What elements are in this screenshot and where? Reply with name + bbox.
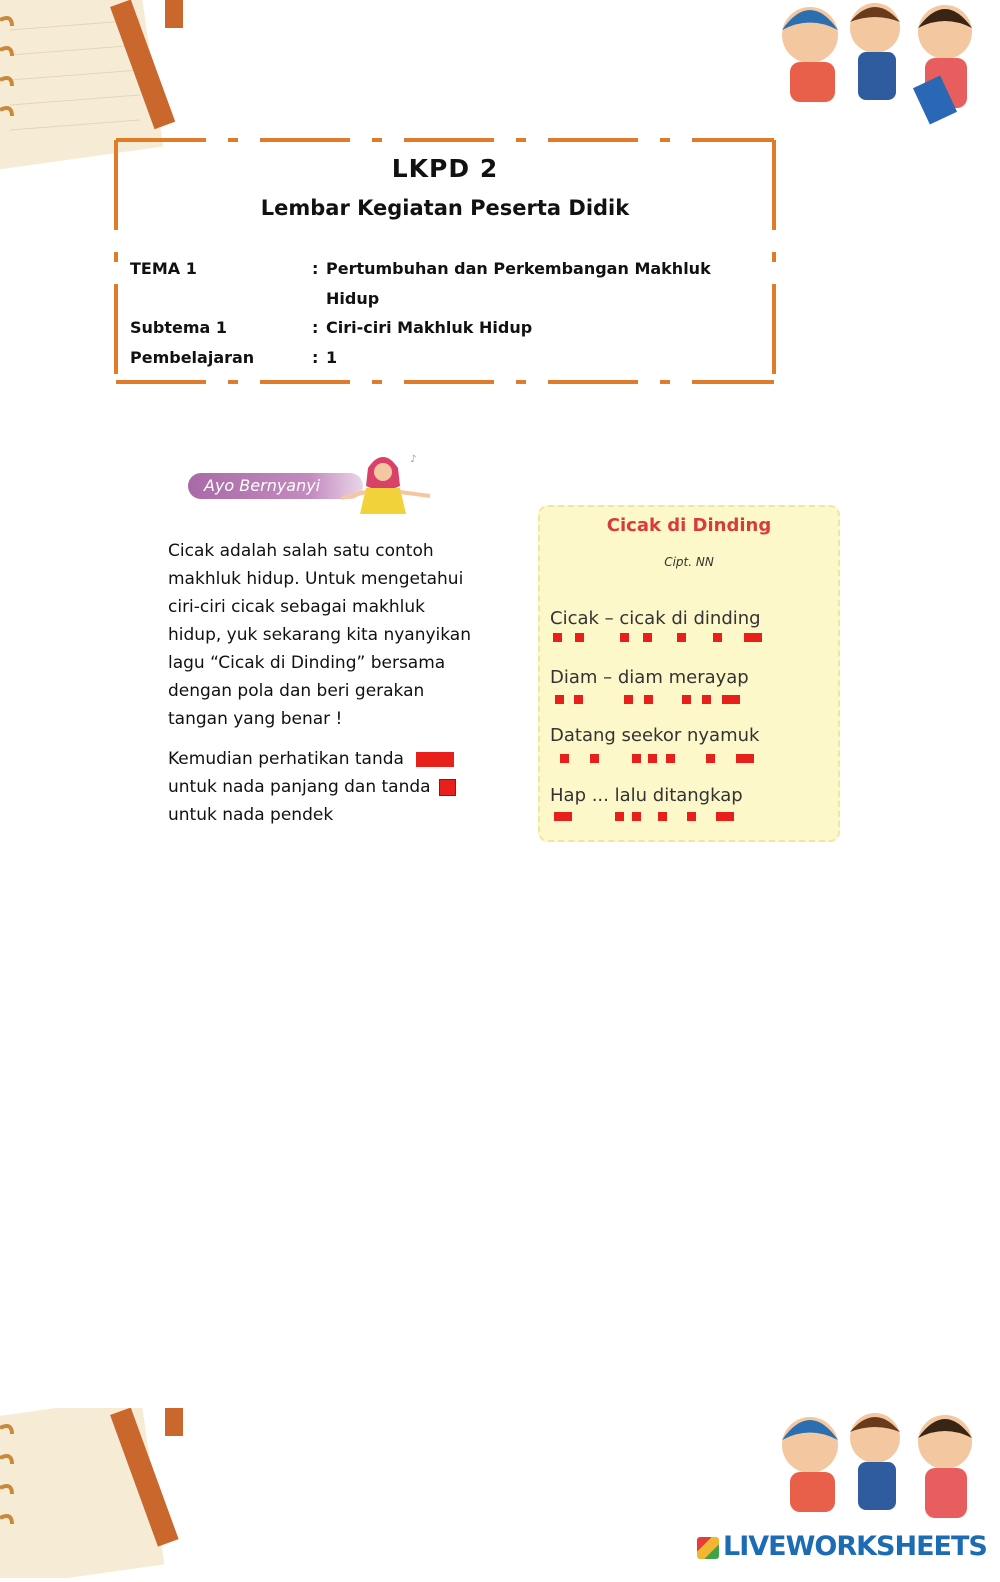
brand-logo — [697, 1531, 987, 1562]
info-separator: : — [312, 259, 319, 278]
song-author: Cipt. NN — [664, 555, 714, 569]
short-mark — [677, 633, 686, 642]
long-mark — [554, 812, 572, 821]
info-row-subtema — [130, 313, 746, 343]
lyric-line: Datang seekor nyamuk — [550, 725, 760, 746]
rhythm-marks — [540, 810, 840, 824]
short-mark — [658, 812, 667, 821]
short-mark — [555, 695, 564, 704]
info-value: Pertumbuhan dan Perkembangan Makhluk Hidup — [326, 259, 711, 308]
header-box — [114, 138, 776, 384]
short-mark — [713, 633, 722, 642]
note-text-3: untuk nada pendek — [168, 805, 334, 825]
short-mark — [574, 695, 583, 704]
short-mark — [615, 812, 624, 821]
lyric-line: Cicak – cicak di dinding — [550, 608, 761, 629]
short-mark — [575, 633, 584, 642]
short-mark — [560, 754, 569, 763]
lyric-line: Diam – diam merayap — [550, 667, 749, 688]
long-note-mark — [416, 752, 454, 767]
info-label: TEMA 1 — [130, 259, 197, 278]
info-label: Subtema 1 — [130, 318, 228, 337]
short-note-mark — [439, 779, 456, 796]
page-title: LKPD 2 — [391, 154, 499, 183]
brand-icon — [697, 1537, 719, 1559]
song-title: Cicak di Dinding — [606, 515, 772, 536]
info-value: Ciri-ciri Makhluk Hidup — [326, 318, 533, 337]
info-separator: : — [312, 348, 319, 367]
short-mark — [666, 754, 675, 763]
section-banner — [188, 452, 438, 522]
short-mark — [643, 633, 652, 642]
long-mark — [716, 812, 734, 821]
short-mark — [624, 695, 633, 704]
info-label: Pembelajaran — [130, 348, 255, 367]
short-mark — [706, 754, 715, 763]
short-mark — [682, 695, 691, 704]
short-mark — [632, 812, 641, 821]
singing-girl-icon — [338, 452, 438, 522]
info-separator: : — [312, 318, 319, 337]
note-paragraph — [168, 745, 478, 829]
short-mark — [644, 695, 653, 704]
short-mark — [590, 754, 599, 763]
short-mark — [620, 633, 629, 642]
info-row-pembelajaran — [130, 343, 746, 373]
short-mark — [687, 812, 696, 821]
rhythm-marks — [540, 631, 840, 645]
notebook-decoration — [0, 1408, 190, 1578]
page-subtitle: Lembar Kegiatan Peserta Didik — [260, 196, 630, 220]
long-mark — [744, 633, 762, 642]
short-mark — [648, 754, 657, 763]
info-value: 1 — [326, 348, 338, 367]
short-mark — [553, 633, 562, 642]
intro-paragraph: Cicak adalah salah satu contoh makhluk hidup. Untuk mengetahui ciri-ciri cicak sebagai makhluk hidup, yuk sekarang kita nyanyikan lagu “Cicak di Dinding” bersama dengan pola dan beri gerakan tangan yang benar ! — [168, 541, 472, 729]
long-mark — [736, 754, 754, 763]
info-row-tema — [130, 254, 746, 314]
brand-text: LIVEWORKSHEETS — [723, 1531, 987, 1562]
long-mark — [722, 695, 740, 704]
rhythm-marks — [540, 693, 840, 707]
short-mark — [702, 695, 711, 704]
short-mark — [632, 754, 641, 763]
note-text-2: untuk nada panjang dan tanda — [168, 777, 431, 797]
lyric-line: Hap ... lalu ditangkap — [550, 785, 743, 806]
rhythm-marks — [540, 752, 840, 766]
svg-text:♪: ♪ — [410, 454, 417, 465]
banner-label: Ayo Bernyanyi — [204, 476, 321, 495]
song-card — [538, 505, 840, 842]
note-text-1: Kemudian perhatikan tanda — [168, 749, 404, 769]
children-illustration — [730, 0, 1000, 150]
